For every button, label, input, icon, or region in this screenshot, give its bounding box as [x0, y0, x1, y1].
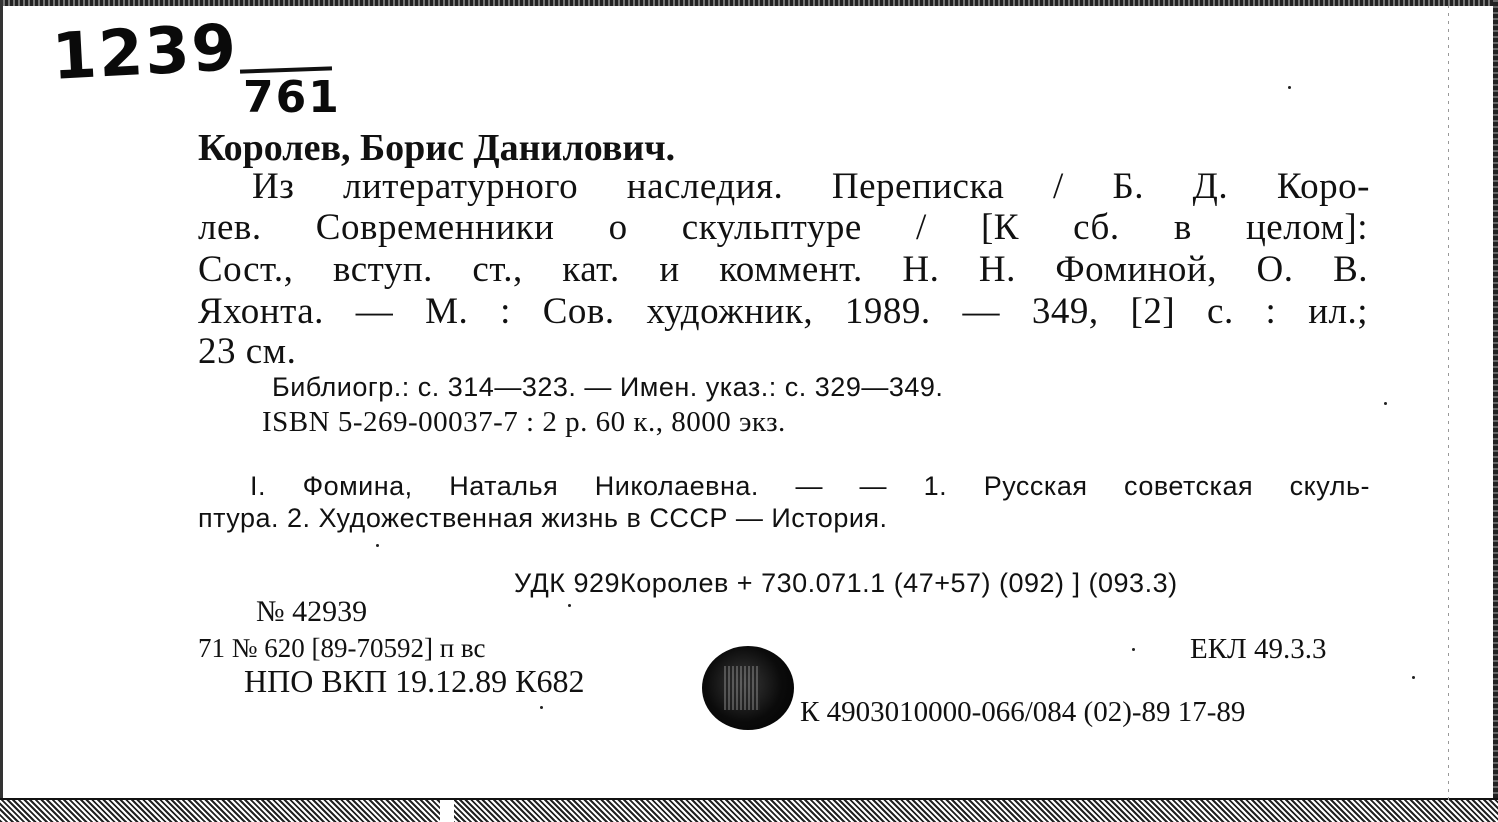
description-line: Яхонта. — М. : Сов. художник, 1989. — 349, [2] с. : ил.; — [198, 291, 1368, 332]
description-line: Из литературного наследия. Переписка / Б. Д. Коро- — [252, 166, 1370, 207]
bibliography-note: Библиогр.: с. 314—323. — Имен. указ.: с. 329—349. — [272, 372, 944, 402]
ink-blot-hole — [702, 646, 794, 730]
description-line: лев. Современники о скульптуре / [К сб. в целом]: — [198, 207, 1368, 248]
description-line: Сост., вступ. ст., кат. и коммент. Н. Н. Фоминой, О. В. — [198, 249, 1368, 290]
description-line: 23 см. — [198, 331, 297, 372]
ekl-code: ЕКЛ 49.3.3 — [1190, 633, 1327, 665]
scan-border-left — [0, 0, 3, 822]
scan-border-bottom — [0, 798, 1498, 822]
tracings-line: птура. 2. Художественная жизнь в СССР — История. — [198, 503, 888, 533]
scan-speck — [376, 544, 379, 547]
scan-border-right — [1493, 0, 1498, 822]
isbn-price-note: ISBN 5-269-00037-7 : 2 р. 60 к., 8000 экз. — [262, 406, 786, 438]
npo-imprint: НПО ВКП 19.12.89 К682 — [244, 663, 585, 699]
scan-border-top — [0, 0, 1498, 6]
scan-speck — [540, 706, 543, 709]
scan-border-gap — [440, 800, 454, 822]
handwritten-call-number: 1239 — [50, 11, 240, 95]
udc-classification: УДК 929Королев + 730.071.1 (47+57) (092) ] (093.3) — [514, 568, 1178, 598]
card-fold-line — [1448, 6, 1449, 800]
scan-speck — [568, 604, 571, 607]
scan-speck — [1412, 676, 1415, 679]
handwritten-call-subnumber: 761 — [243, 72, 341, 123]
author-heading: Королев, Борис Данилович. — [198, 127, 676, 169]
print-info: 71 № 620 [89-70592] п вс — [198, 633, 486, 663]
record-number: № 42939 — [256, 595, 368, 628]
scan-speck — [1132, 648, 1135, 651]
k-index-code: К 4903010000-066/084 (02)-89 17-89 — [800, 696, 1246, 728]
tracings-line: I. Фомина, Наталья Николаевна. — — 1. Русская советская скуль- — [250, 471, 1370, 501]
scan-speck — [1384, 402, 1387, 405]
scan-speck — [1288, 86, 1291, 89]
